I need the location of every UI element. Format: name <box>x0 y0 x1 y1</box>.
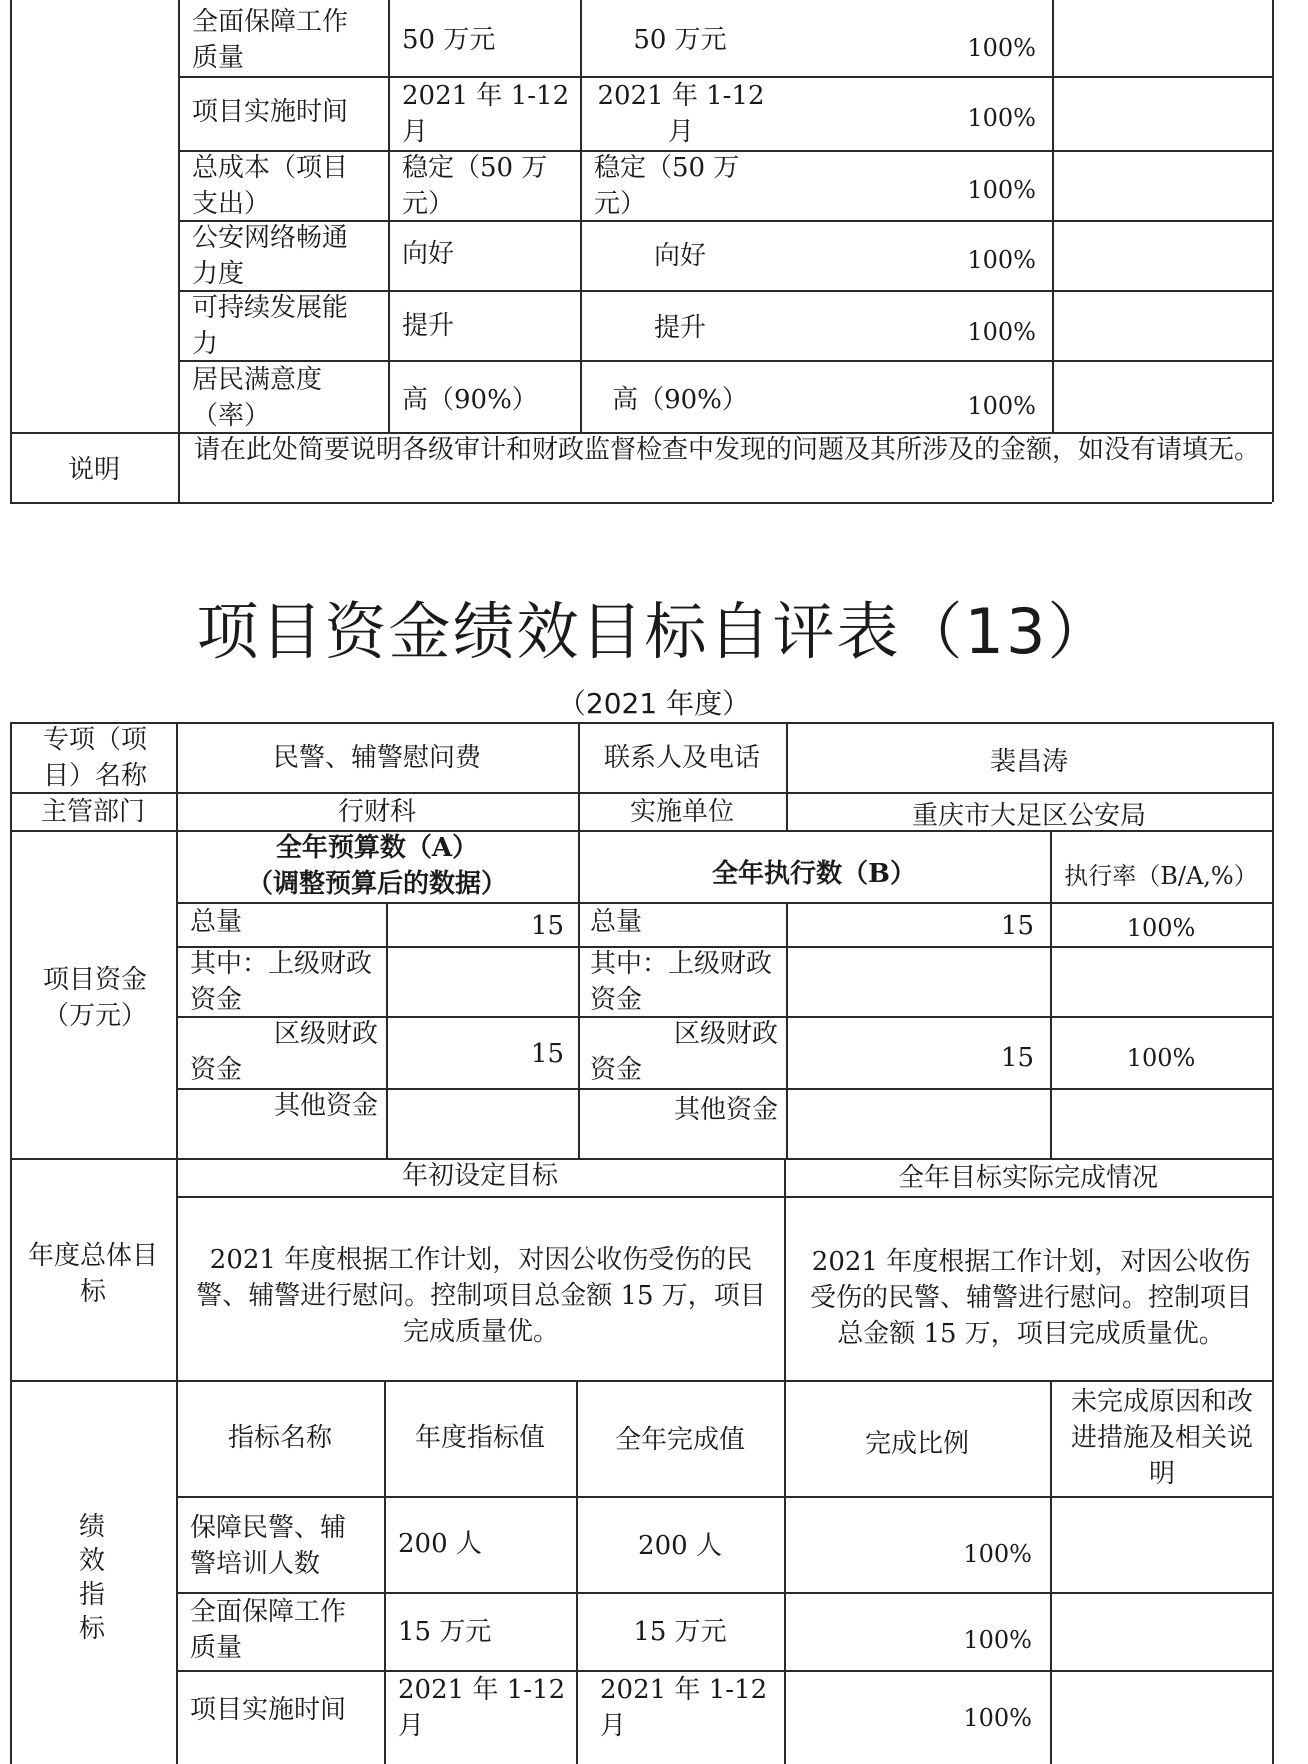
project-name-label: 专项（项目）名称 <box>42 725 147 791</box>
indicator-header-reason: 未完成原因和改进措施及相关说明 <box>1070 1387 1253 1489</box>
indicator-target: 15 万元 <box>398 1617 492 1647</box>
indicator-ratio: 100% <box>967 34 1036 62</box>
table-border <box>176 902 1272 904</box>
goals-planned-text: 2021 年度根据工作计划，对因公收伤受伤的民警、辅警进行慰问。控制项目总金额 15 万，项目完成质量优。 <box>196 1245 766 1347</box>
table-border <box>176 1496 1272 1498</box>
total-budget: 15 <box>530 911 564 941</box>
indicator-name: 全面保障工作质量 <box>190 1597 347 1663</box>
indicator-name: 项目实施时间 <box>192 97 349 127</box>
indicator-name: 保障民警、辅警培训人数 <box>190 1513 347 1579</box>
table-border <box>10 722 12 1764</box>
indicator-header-actual: 全年完成值 <box>614 1425 745 1455</box>
funds-label: 项目资金（万元） <box>42 965 147 1031</box>
district-label: 区级财政资金 <box>190 1019 379 1085</box>
indicator-actual: 2021 年 1-12 月 <box>600 1675 768 1741</box>
upper-label: 其中：上级财政资金 <box>190 949 373 1015</box>
district-exec: 15 <box>1000 1043 1034 1073</box>
goals-planned-header: 年初设定目标 <box>401 1161 558 1191</box>
indicator-target: 50 万元 <box>402 25 496 55</box>
table-border <box>10 722 1272 724</box>
exec-header: 全年执行数（B） <box>712 859 916 889</box>
indicator-target: 提升 <box>402 311 455 341</box>
district-label-exec: 区级财政资金 <box>590 1019 779 1085</box>
budget-header-note: （调整预算后的数据） <box>246 869 507 899</box>
table-border <box>10 502 1272 504</box>
project-name: 民警、辅警慰问费 <box>272 743 481 773</box>
unit: 重庆市大足区公安局 <box>911 801 1146 831</box>
page-title: 项目资金绩效目标自评表（13） <box>196 595 1112 668</box>
district-budget: 15 <box>530 1039 564 1069</box>
indicator-ratio: 100% <box>967 392 1036 420</box>
indicator-target: 稳定（50 万元） <box>402 153 548 219</box>
total-label-exec: 总量 <box>590 907 643 937</box>
budget-header: 全年预算数（A） <box>275 833 479 863</box>
upper-label-exec: 其中：上级财政资金 <box>590 949 773 1015</box>
indicator-actual: 200 人 <box>638 1531 722 1561</box>
indicator-ratio: 100% <box>967 176 1036 204</box>
unit-label: 实施单位 <box>629 797 734 827</box>
note-text: 请在此处简要说明各级审计和财政监督检查中发现的问题及其所涉及的金额，如没有请填无。 <box>194 435 1261 465</box>
indicator-header-target: 年度指标值 <box>414 1423 545 1453</box>
indicator-name: 项目实施时间 <box>190 1695 347 1725</box>
indicator-actual: 2021 年 1-12 月 <box>597 81 765 147</box>
district-rate: 100% <box>1126 1044 1196 1072</box>
goals-actual-header: 全年目标实际完成情况 <box>897 1163 1158 1193</box>
indicator-ratio: 100% <box>967 246 1036 274</box>
indicator-header-ratio: 完成比例 <box>864 1429 969 1459</box>
table-border <box>1272 722 1274 1764</box>
page-subtitle: （2021 年度） <box>557 687 751 720</box>
indicator-actual: 15 万元 <box>633 1617 727 1647</box>
total-rate: 100% <box>1126 914 1196 942</box>
indicator-header-name: 指标名称 <box>227 1423 332 1453</box>
indicator-target: 2021 年 1-12 月 <box>398 1675 566 1741</box>
indicator-name: 总成本（项目支出） <box>192 153 349 219</box>
indicator-ratio: 100% <box>963 1704 1032 1732</box>
indicator-actual: 50 万元 <box>633 25 727 55</box>
dept-label: 主管部门 <box>40 797 145 827</box>
table-border <box>10 1380 1272 1382</box>
dept: 行财科 <box>337 797 416 827</box>
indicator-target: 200 人 <box>398 1529 482 1559</box>
indicator-name: 全面保障工作质量 <box>192 7 349 73</box>
total-exec: 15 <box>1000 911 1034 941</box>
indicator-target: 2021 年 1-12 月 <box>402 81 570 147</box>
indicators-label: 绩效指标 <box>78 1512 105 1644</box>
table-border <box>176 1196 1272 1198</box>
contact: 裴昌涛 <box>989 747 1068 777</box>
indicator-ratio: 100% <box>963 1540 1032 1568</box>
table-border <box>10 0 12 502</box>
indicator-ratio: 100% <box>967 318 1036 346</box>
indicator-ratio: 100% <box>967 104 1036 132</box>
table-border <box>578 722 580 1158</box>
indicator-target: 向好 <box>402 239 455 269</box>
indicator-target: 高（90%） <box>402 385 538 415</box>
indicator-actual: 稳定（50 万元） <box>594 153 740 219</box>
goals-label: 年度总体目标 <box>27 1241 158 1307</box>
other-label: 其他资金 <box>274 1091 379 1121</box>
table-border <box>1272 0 1274 502</box>
indicator-actual: 向好 <box>653 241 706 271</box>
indicator-actual: 高（90%） <box>612 385 748 415</box>
indicator-ratio: 100% <box>963 1626 1032 1654</box>
indicator-name: 公安网络畅通力度 <box>192 223 349 289</box>
table-border <box>388 0 390 432</box>
rate-header: 执行率（B/A,%） <box>1064 862 1258 890</box>
total-label: 总量 <box>190 907 243 937</box>
other-label-exec: 其他资金 <box>674 1095 779 1125</box>
table-border <box>1050 1380 1052 1764</box>
note-label: 说明 <box>67 455 120 485</box>
table-border <box>1052 0 1054 432</box>
indicator-name: 居民满意度（率） <box>192 365 323 431</box>
indicator-actual: 提升 <box>653 313 706 343</box>
goals-actual-text: 2021 年度根据工作计划，对因公收伤受伤的民警、辅警进行慰问。控制项目总金额 15 万，项目完成质量优。 <box>809 1247 1252 1349</box>
table-border <box>580 0 582 432</box>
contact-label: 联系人及电话 <box>603 743 760 773</box>
indicator-name: 可持续发展能力 <box>192 293 349 359</box>
